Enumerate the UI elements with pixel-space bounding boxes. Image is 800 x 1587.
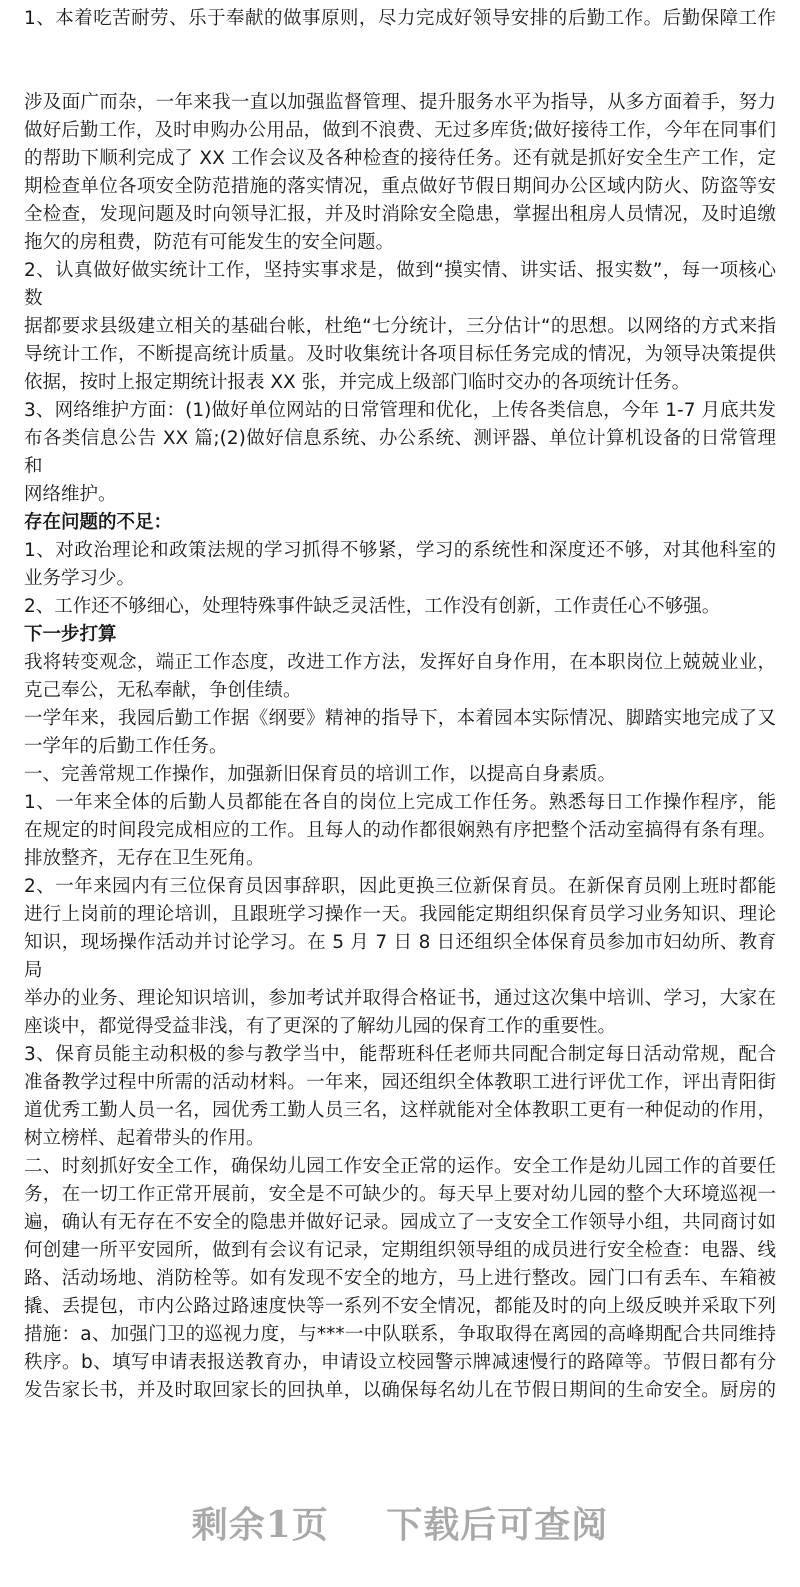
text-line: 1、对政治理论和政策法规的学习抓得不够紧，学习的系统性和深度还不够，对其他科室的 bbox=[24, 540, 776, 561]
text-line: 据都要求县级建立相关的基础台帐，杜绝“七分统计，三分估计“的思想。以网络的方式来指 bbox=[24, 316, 776, 337]
document-body bbox=[24, 0, 776, 1405]
text-line: 座谈中，都觉得受益非浅，有了更深的了解幼儿园的保育工作的重要性。 bbox=[24, 1016, 617, 1037]
text-line: 依据，按时上报定期统计报表 XX 张，并完成上级部门临时交办的各项统计任务。 bbox=[24, 372, 691, 393]
text-line: 遍，确认有无存在不安全的隐患并做好记录。园成立了一支安全工作领导小组，共同商讨如 bbox=[24, 1212, 776, 1233]
blank-line bbox=[24, 33, 776, 61]
section-heading: 存在问题的不足： bbox=[24, 512, 173, 533]
text-line: 2、认真做好做实统计工作，坚持实事求是，做到“摸实情、讲实话、报实数”，每一项核心数 bbox=[24, 260, 776, 309]
text-line: 布各类信息公告 XX 篇;(2)做好信息系统、办公系统、测评器、单位计算机设备的日常管理和 bbox=[24, 428, 776, 477]
text-line: 发告家长书，并及时取回家长的回执单，以确保每名幼儿在节假日期间的生命安全。厨房的 bbox=[24, 1380, 776, 1401]
text-line: 3、保育员能主动积极的参与教学当中，能帮班科任老师共同配合制定每日活动常规，配合 bbox=[24, 1044, 776, 1065]
text-line: 进行上岗前的理论培训，且跟班学习操作一天。我园能定期组织保育员学习业务知识、理论 bbox=[24, 904, 776, 925]
text-line: 2、工作还不够细心，处理特殊事件缺乏灵活性，工作没有创新，工作责任心不够强。 bbox=[24, 596, 721, 617]
text-line: 措施：a、加强门卫的巡视力度，与***一中队联系，争取取得在离园的高峰期配合共同维持 bbox=[24, 1324, 776, 1345]
text-line: 准备教学过程中所需的活动材料。一年来，园还组织全体教职工进行评优工作，评出青阳街 bbox=[24, 1072, 776, 1093]
text-line: 一学年来，我园后勤工作据《纲要》精神的指导下，本着园本实际情况、脚踏实地完成了又 bbox=[24, 708, 776, 729]
text-line: 期检查单位各项安全防范措施的落实情况，重点做好节假日期间办公区域内防火、防盗等安 bbox=[24, 176, 776, 197]
text-line: 路、活动场地、消防栓等。如有发现不安全的地方，马上进行整改。园门口有丢车、车箱被 bbox=[24, 1268, 776, 1289]
text-line: 排放整齐，无存在卫生死角。 bbox=[24, 848, 265, 869]
text-line: 撬、丢提包，市内公路过路速度快等一系列不安全情况，都能及时的向上级反映并采取下列 bbox=[24, 1296, 776, 1317]
text-line: 导统计工作，不断提高统计质量。及时收集统计各项目标任务完成的情况，为领导决策提供 bbox=[24, 344, 776, 365]
text-line: 一学年的后勤工作任务。 bbox=[24, 736, 228, 757]
text-line: 树立榜样、起着带头的作用。 bbox=[24, 1128, 265, 1149]
text-line: 的帮助下顺利完成了 XX 工作会议及各种检查的接待任务。还有就是抓好安全生产工作，定 bbox=[24, 148, 776, 169]
text-line: 克己奉公，无私奉献，争创佳绩。 bbox=[24, 680, 302, 701]
text-line: 3、网络维护方面：(1)做好单位网站的日常管理和优化，上传各类信息，今年 1-7 月底共发 bbox=[24, 400, 776, 421]
text-line: 何创建一所平安园所，做到有会议有记录，定期组织领导组的成员进行安全检查：电器、线 bbox=[24, 1240, 776, 1261]
text-line: 知识，现场操作活动并讨论学习。在 5 月 7 日 8 日还组织全体保育员参加市妇幼所、教育局 bbox=[24, 932, 776, 981]
text-line: 1、一年来全体的后勤人员都能在各自的岗位上完成工作任务。熟悉每日工作操作程序，能 bbox=[24, 792, 776, 813]
section-heading: 下一步打算 bbox=[24, 624, 117, 645]
text-line: 秩序。b、填写申请表报送教育办，申请设立校园警示牌减速慢行的路障等。节假日都有分 bbox=[24, 1352, 776, 1373]
text-line: 做好后勤工作，及时申购办公用品，做到不浪费、无过多库货;做好接待工作，今年在同事们 bbox=[24, 120, 776, 141]
text-line: 拖欠的房租费，防范有可能发生的安全问题。 bbox=[24, 232, 395, 253]
text-line: 1、本着吃苦耐劳、乐于奉献的做事原则，尽力完成好领导安排的后勤工作。后勤保障工作 bbox=[24, 8, 776, 29]
text-line: 涉及面广而杂，一年来我一直以加强监督管理、提升服务水平为指导，从多方面着手，努力 bbox=[24, 92, 776, 113]
text-line: 道优秀工勤人员一名，园优秀工勤人员三名，这样就能对全体教职工更有一种促动的作用， bbox=[24, 1100, 776, 1121]
text-line: 2、一年来园内有三位保育员因事辞职，因此更换三位新保育员。在新保育员刚上班时都能 bbox=[24, 876, 776, 897]
text-line: 全检查，发现问题及时向领导汇报，并及时消除安全隐患，掌握出租房人员情况，及时追缴 bbox=[24, 204, 776, 225]
text-line: 在规定的时间段完成相应的工作。且每人的动作都很娴熟有序把整个活动室搞得有条有理。 bbox=[24, 820, 776, 841]
text-line: 举办的业务、理论知识培训，参加考试并取得合格证书，通过这次集中培训、学习，大家在 bbox=[24, 988, 776, 1009]
download-prompt[interactable] bbox=[0, 1503, 800, 1587]
text-line: 二、时刻抓好安全工作，确保幼儿园工作安全正常的运作。安全工作是幼儿园工作的首要任 bbox=[24, 1156, 776, 1177]
blank-line bbox=[24, 61, 776, 89]
text-line: 业务学习少。 bbox=[24, 568, 136, 589]
text-line: 我将转变观念，端正工作态度，改进工作方法，发挥好自身作用，在本职岗位上兢兢业业， bbox=[24, 652, 776, 673]
text-line: 务，在一切工作正常开展前，安全是不可缺少的。每天早上要对幼儿园的整个大环境巡视一 bbox=[24, 1184, 776, 1205]
remaining-pages-label: 剩余1页 bbox=[191, 1504, 329, 1546]
text-line: 一、完善常规工作操作，加强新旧保育员的培训工作，以提高自身素质。 bbox=[24, 764, 617, 785]
text-line: 网络维护。 bbox=[24, 484, 117, 505]
download-to-view-label[interactable]: 下载后可查阅 bbox=[386, 1504, 609, 1546]
